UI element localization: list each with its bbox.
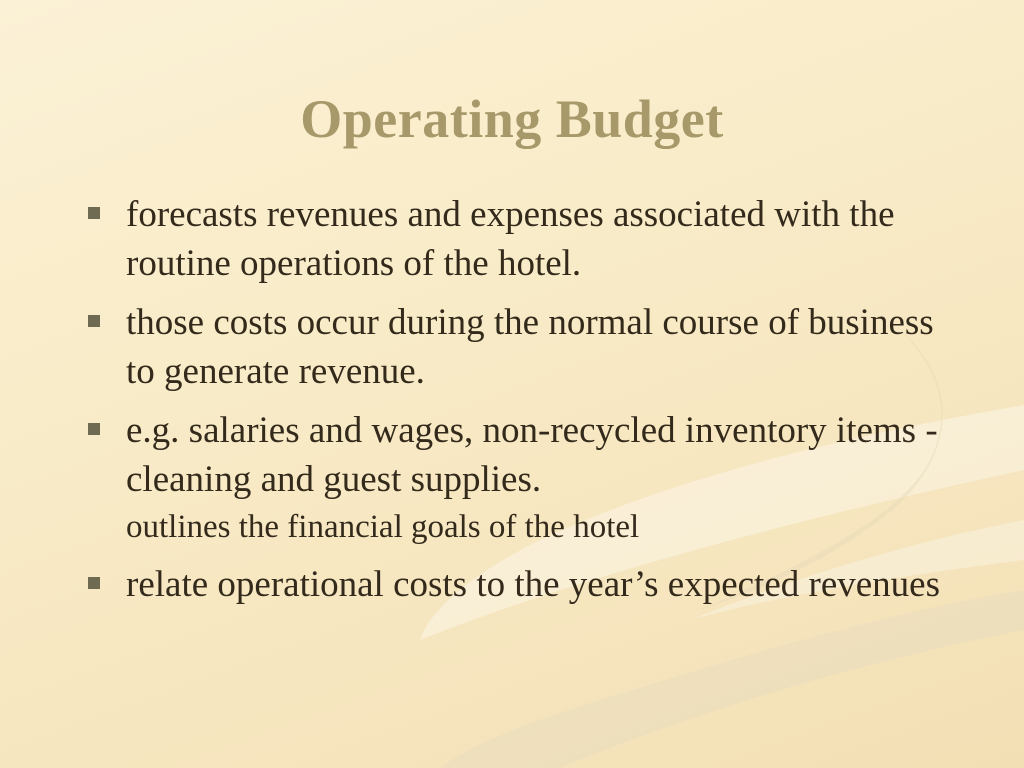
bullet-item xyxy=(88,190,948,288)
bullet-text: e.g. salaries and wages, non-recycled inventory items - cleaning and guest supplies. xyxy=(126,410,938,500)
bullet-subline: outlines the financial goals of the hotel xyxy=(126,509,640,545)
square-bullet-icon xyxy=(88,207,100,219)
bullet-item xyxy=(88,298,948,396)
bullet-text: those costs occur during the normal course of business to generate revenue. xyxy=(126,302,934,392)
bullet-list xyxy=(88,190,948,619)
bullet-text: relate operational costs to the year’s expected revenues xyxy=(126,564,940,605)
bullet-text-group xyxy=(126,406,948,550)
square-bullet-icon xyxy=(88,315,100,327)
slide-title: Operating Budget xyxy=(300,89,724,149)
bullet-text: forecasts revenues and expenses associated with the routine operations of the hotel. xyxy=(126,194,895,284)
square-bullet-icon xyxy=(88,577,100,589)
bullet-item xyxy=(88,560,948,609)
square-bullet-icon xyxy=(88,423,100,435)
bullet-item xyxy=(88,406,948,550)
